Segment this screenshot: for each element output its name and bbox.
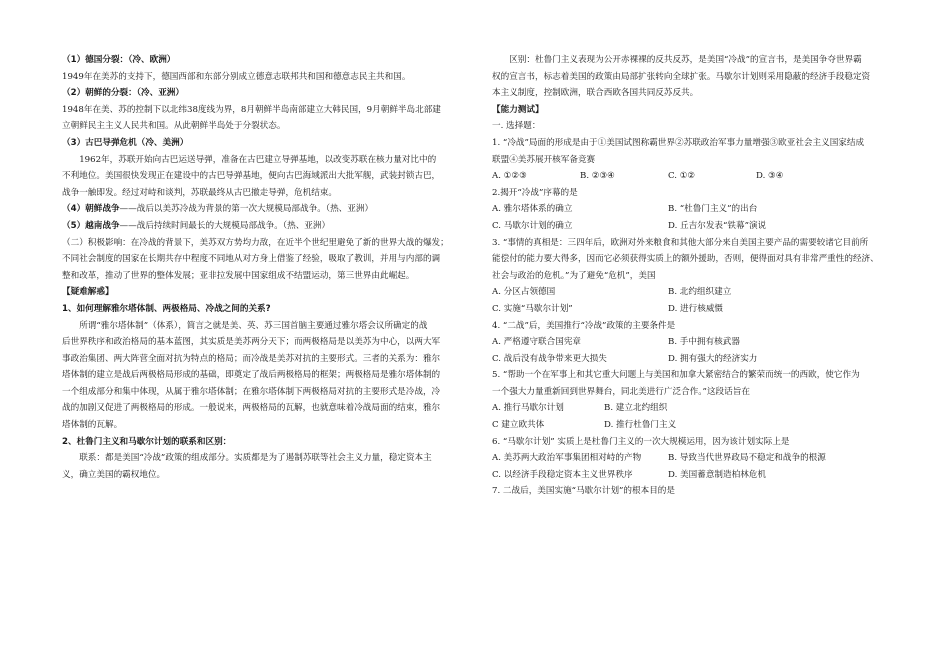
option-b: B. 北约组织建立 — [668, 287, 732, 298]
option-row — [492, 467, 890, 484]
cuba-body-line: 战争一触即发。经过对峙和谈判，苏联最终从古巴撤走导弹，危机结束。 — [62, 187, 338, 198]
option-a: A. ①②③ — [492, 171, 527, 182]
option-d: D. 推行杜鲁门主义 — [604, 420, 677, 431]
question-text: 5. “帮助一个在军事上和其它重大问题上与美国和加拿大紧密结合的繁荣而统一的西欧，使它作为 — [492, 370, 860, 381]
vietnam-war-title: （5）越南战争 — [62, 220, 120, 231]
question-1-line: 一个组成部分和集中体现，从属于雅尔塔体制；在雅尔塔体制下两极格局对抗的主要形式是冷战，冷 — [62, 386, 441, 397]
korean-war-title: （4）朝鲜战争 — [62, 204, 120, 215]
right-column — [492, 52, 890, 500]
cuba-body-line: 不利地位。美国很快发现正在建设中的古巴导弹基地，便向古巴海域派出大批军舰，武装封锁古巴， — [62, 171, 441, 182]
difference-line: 权的宣言书，标志着美国的政策由局部扩张转向全球扩张。马歇尔计划则采用隐蔽的经济手段稳定资 — [492, 71, 871, 82]
option-row — [492, 301, 890, 318]
korea-body-line: 1948年在美、苏的控制下以北纬38度线为界，8月朝鲜半岛南部建立大韩民国，9月朝鲜半岛北部建 — [62, 104, 441, 115]
doubt-section-title: 【疑难解惑】 — [62, 287, 114, 298]
option-d: D. 进行核威慑 — [668, 303, 724, 314]
ability-test-title: 【能力测试】 — [492, 104, 544, 115]
option-c: C. 马歇尔计划的确立 — [492, 220, 573, 231]
difference-line: 本主义制度，控制欧洲，联合西欧各国共同反苏反共。 — [492, 88, 699, 99]
option-c: C 建立欧共体 — [492, 420, 545, 431]
option-c: C. 以经济手段稳定资本主义世界秩序 — [492, 469, 633, 480]
question-1-line: 事政治集团、两大阵营全面对抗为特点的格局；而冷战是美苏对抗的主要形式。三者的关系为：雅尔 — [62, 353, 441, 364]
korea-title: （2）朝鲜的分裂：（冷、亚洲） — [62, 88, 184, 99]
left-column — [62, 52, 466, 483]
question-text: 1. “冷战”局面的形成是由于①美国试图称霸世界②苏联政治军事力量增强③欧亚社会主义国家结成 — [492, 137, 865, 148]
question-2-line: 义，确立美国的霸权地位。 — [62, 469, 166, 480]
option-c: C. 战后没有战争带来更大损失 — [492, 353, 607, 364]
option-b: B. 导致当代世界政局不稳定和战争的根源 — [668, 453, 826, 464]
question-text: 6. “马歇尔计划” 实质上是杜鲁门主义的一次大规模运用，因为该计划实际上是 — [492, 436, 790, 447]
germany-body: 1949年在美苏的支持下，德国西部和东部分别成立德意志联邦共和国和德意志民主共和国。 — [62, 71, 411, 82]
option-c: C. 实施“马歇尔计划” — [492, 303, 573, 314]
option-a: A. 严格遵守联合国宪章 — [492, 337, 582, 348]
option-d: D. 丘吉尔发表“铁幕”演说 — [668, 220, 767, 231]
question-2-title: 2、杜鲁门主义和马歇尔计划的联系和区别： — [62, 436, 232, 447]
option-d: D. 拥有强大的经济实力 — [668, 353, 758, 364]
option-row — [492, 168, 890, 185]
question-1-line: 塔体制的建立是战后两极格局形成的基础，即奠定了战后两极格局的框架；两极格局是雅尔塔体制的 — [62, 370, 441, 381]
question-1-line: 塔体制的瓦解。 — [62, 420, 123, 431]
question-text: 能偿付的能力要大得多，因而它必须获得实质上的额外援助，否则，便得面对具有非常严重性的经济、 — [492, 254, 879, 265]
cuba-title: （3）古巴导弹危机（冷、美洲） — [62, 137, 189, 148]
option-a: A. 分区占领德国 — [492, 287, 556, 298]
question-1-title: 1、如何理解雅尔塔体制、两极格局、冷战之间的关系? — [62, 303, 271, 314]
vietnam-war-item — [62, 218, 466, 235]
question-text: 一个强大力量重新回到世界舞台，同北美进行广泛合作。”这段话旨在 — [492, 386, 750, 397]
option-row — [492, 201, 890, 218]
difference-line: 区别：杜鲁门主义表现为公开赤裸裸的反共反苏，是美国“冷战”的宣言书，是美国争夺世界霸 — [509, 55, 862, 65]
question-text: 3. “事情的真相是：三四年后，欧洲对外来粮食和其他大部分来自美国主要产品的需要较诸它目前所 — [492, 237, 869, 248]
question-text: 联盟④美苏展开核军备竞赛 — [492, 154, 596, 165]
choice-section-title: 一. 选择题： — [492, 121, 541, 132]
option-a: A. 美苏两大政治军事集团相对峙的产物 — [492, 453, 642, 464]
korea-body-line: 立朝鲜民主主义人民共和国。从此朝鲜半岛处于分裂状态。 — [62, 121, 286, 132]
option-c: C. ①② — [668, 171, 696, 182]
option-d: D. ③④ — [756, 171, 784, 182]
option-d: D. 美国蓄意制造柏林危机 — [668, 469, 766, 480]
effect-line: （二）积极影响：在冷战的背景下，美苏双方势均力敌，在近半个世纪里避免了新的世界大战的爆发； — [62, 237, 449, 248]
cuba-body-line: 1962年，苏联开始向古巴运送导弹，准备在古巴建立导弹基地，以改变苏联在核力量对比中的 — [79, 154, 437, 165]
option-row — [492, 334, 890, 351]
option-row — [492, 400, 890, 417]
question-1-line: 后世界秩序和政治格局的基本蓝图，其实质是美苏两分天下；而两极格局是以美苏为中心，以两大军 — [62, 337, 441, 348]
question-2-line: 联系：都是美国“冷战”政策的组成部分。实质都是为了遏制苏联等社会主义力量，稳定资本主 — [79, 453, 432, 464]
effect-line: 整和改革，推动了世界的整体发展；亚非拉发展中国家组成不结盟运动，第三世界由此崛起。 — [62, 270, 415, 281]
option-row — [492, 284, 890, 301]
option-row — [492, 450, 890, 467]
option-b: B. “杜鲁门主义”的出台 — [668, 204, 758, 215]
question-text: 社会与政治的危机。”为了避免“危机”，美国 — [492, 270, 656, 281]
question-1-line: 所谓“雅尔塔体制”（体系），简言之就是美、英、苏三国首脑主要通过雅尔塔会议所确定的战 — [79, 320, 428, 331]
option-b: B. ②③④ — [580, 171, 615, 182]
option-b: B. 建立北约组织 — [604, 403, 668, 414]
question-text: 7. 二战后，美国实施“马歇尔计划”的根本目的是 — [492, 486, 675, 497]
option-row — [492, 417, 890, 434]
question-text: 2.揭开“冷战”序幕的是 — [492, 187, 578, 198]
option-b: B. 手中拥有核武器 — [668, 337, 740, 348]
option-a: A. 雅尔塔体系的确立 — [492, 204, 573, 215]
korean-war-item — [62, 201, 466, 218]
korean-war-body: ——战后以美苏冷战为背景的第一次大规模局部战争。（热、亚洲） — [119, 204, 374, 215]
question-text: 4. “二战”后，美国推行“冷战”政策的主要条件是 — [492, 320, 676, 331]
option-row — [492, 218, 890, 235]
effect-line: 不同社会制度的国家在长期共存中程度不同地从对方身上借鉴了经验，吸取了教训，并用与内部的调 — [62, 254, 441, 265]
option-a: A. 推行马歇尔计划 — [492, 403, 564, 414]
vietnam-war-body: ——战后持续时间最长的大规模局部战争。（热、亚洲） — [119, 220, 331, 231]
germany-title: （1）德国分裂：（冷、欧洲） — [62, 55, 176, 65]
question-1-line: 战的加剧又促进了两极格局的形成。一般说来，两极格局的瓦解，也就意味着冷战局面的结束，雅尔 — [62, 403, 441, 414]
option-row — [492, 351, 890, 368]
